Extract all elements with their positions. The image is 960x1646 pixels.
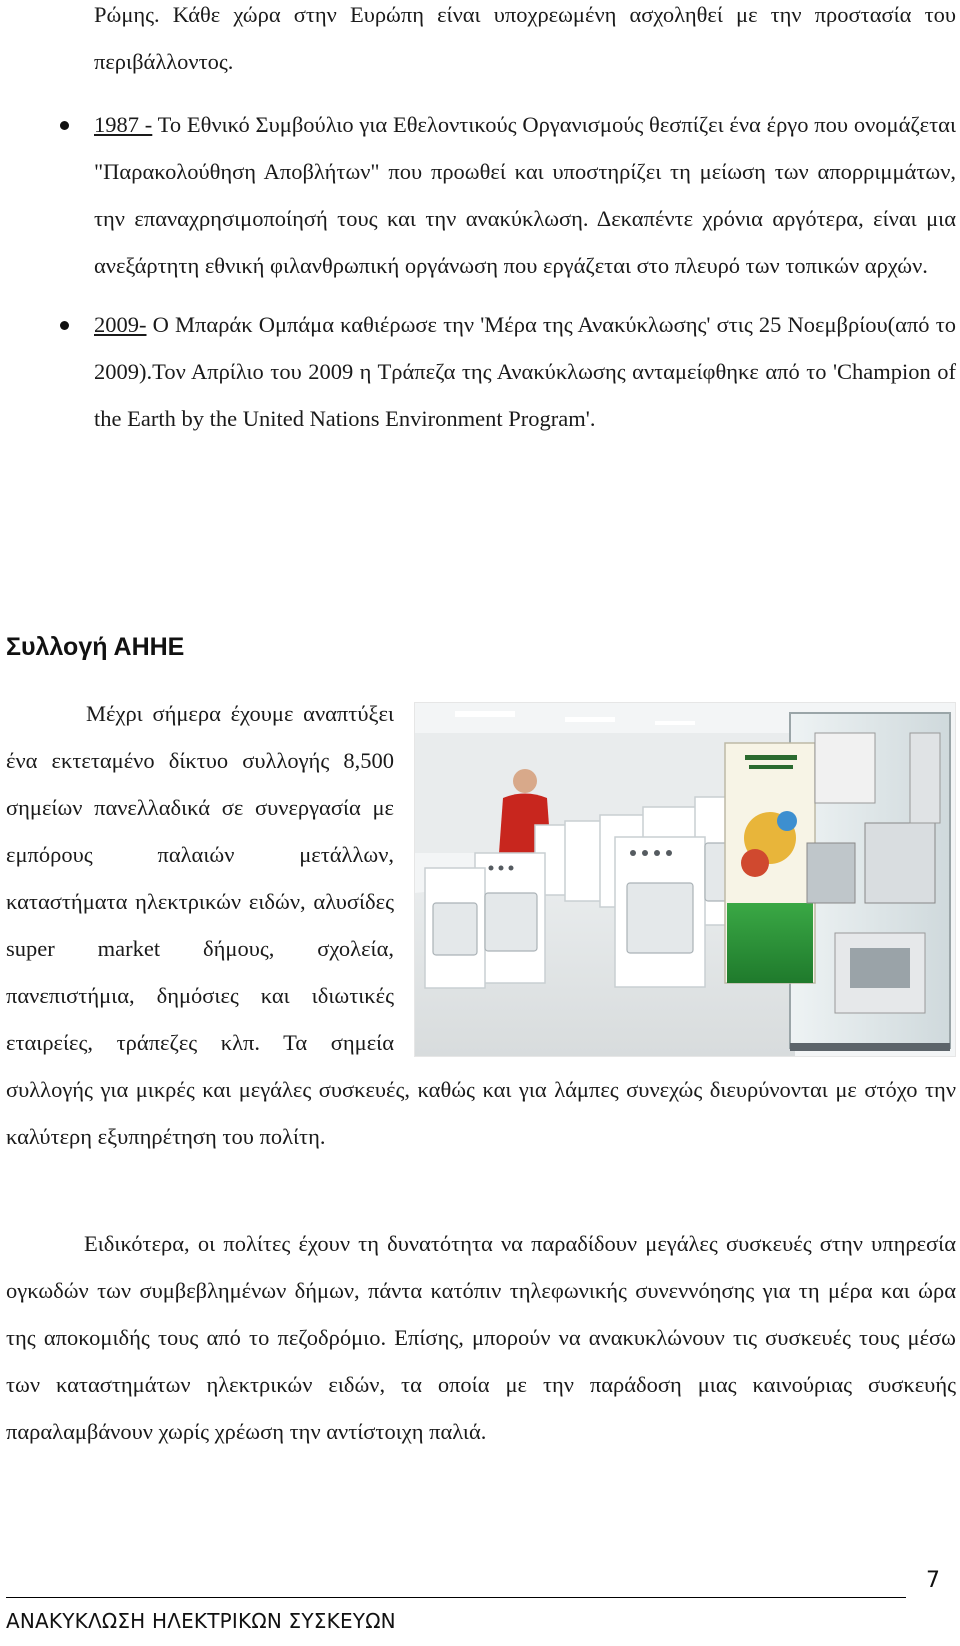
collection-paragraph xyxy=(6,690,956,1160)
intro-paragraph: Ρώμης. Κάθε χώρα στην Ευρώπη είναι υποχρεωμένη ασχοληθεί με την προστασία του περιβάλλοντος. xyxy=(94,2,956,74)
section-heading: Συλλογή ΑΗΗΕ xyxy=(6,633,185,661)
timeline-text: Το Εθνικό Συμβούλιο για Εθελοντικούς Οργανισμούς θεσπίζει ένα έργο που ονομάζεται "Παρακολούθηση Αποβλήτων" που προωθεί και υποστηρίζει τη μείωση των απορριμμάτων, την επαναχρησιμοποίησή τους και την ανακύκλωση. Δεκαπέντε χρόνια αργότερα, είναι μια ανεξάρτητη εθνική φιλανθρωπική οργάνωση που εργάζεται στο πλευρό των τοπικών αρχών. xyxy=(94,112,957,278)
footer-divider xyxy=(6,1597,906,1598)
delivery-text: Ειδικότερα, οι πολίτες έχουν τη δυνατότητα να παραδίδουν μεγάλες συσκευές στην υπηρεσία ογκωδών των συμβεβλημένων δήμων, πάντα κατόπιν τηλεφωνικής συνεννόησης για τη μέρα και ώρα της αποκομιδής τους από το πεζοδρόμιο. Επίσης, μπορούν να ανακυκλώνουν τις συσκευές τους μέσω των καταστημάτων ηλεκτρικών ειδών, τα οποία με την παράδοση μιας καινούριας συσκευής παραλαμβάνουν χωρίς χρέωση την αντίστοιχη παλιά. xyxy=(6,1231,956,1444)
collection-text: Μέχρι σήμερα έχουμε αναπτύξει ένα εκτεταμένο δίκτυο συλλογής 8,500 σημείων πανελλαδικά σε συνεργασία με εμπόρους παλαιών μετάλλων, καταστήματα ηλεκτρικών ειδών, αλυσίδες super market δήμους, σχολεία, πανεπιστήμια, δημόσιες και ιδιωτικές εταιρείες, τράπεζες κλπ. Τα σημεία συλλογής για μικρές και μεγάλες συσκευές, καθώς και για λάμπες συνεχώς διευρύνονται με στόχο την καλύτερη εξυπηρέτηση του πολίτη. xyxy=(6,701,956,1149)
page-number: 7 xyxy=(926,1568,940,1593)
timeline-list xyxy=(94,101,956,454)
timeline-year: 2009- xyxy=(94,312,147,337)
footer-title: ΑΝΑΚΥΚΛΩΣΗ ΗΛΕΚΤΡΙΚΩΝ ΣΥΣΚΕΥΩΝ xyxy=(6,1609,396,1633)
timeline-text: Ο Μπαράκ Ομπάμα καθιέρωσε την 'Μέρα της Ανακύκλωσης' στις 25 Νοεμβρίου(από το 2009).Τον Απρίλιο του 2009 η Τράπεζα της Ανακύκλωσης ανταμείφθηκε από το 'Champion of the Earth by the United Nations Environment Program'. xyxy=(94,312,956,431)
list-item xyxy=(94,101,956,289)
timeline-year: 1987 - xyxy=(94,112,153,137)
delivery-paragraph xyxy=(6,1220,956,1455)
recycling-photo xyxy=(414,702,956,1057)
list-item xyxy=(94,301,956,442)
appliance-store-illustration xyxy=(415,703,955,1056)
bullet-icon xyxy=(60,321,69,330)
bullet-icon xyxy=(60,121,69,130)
